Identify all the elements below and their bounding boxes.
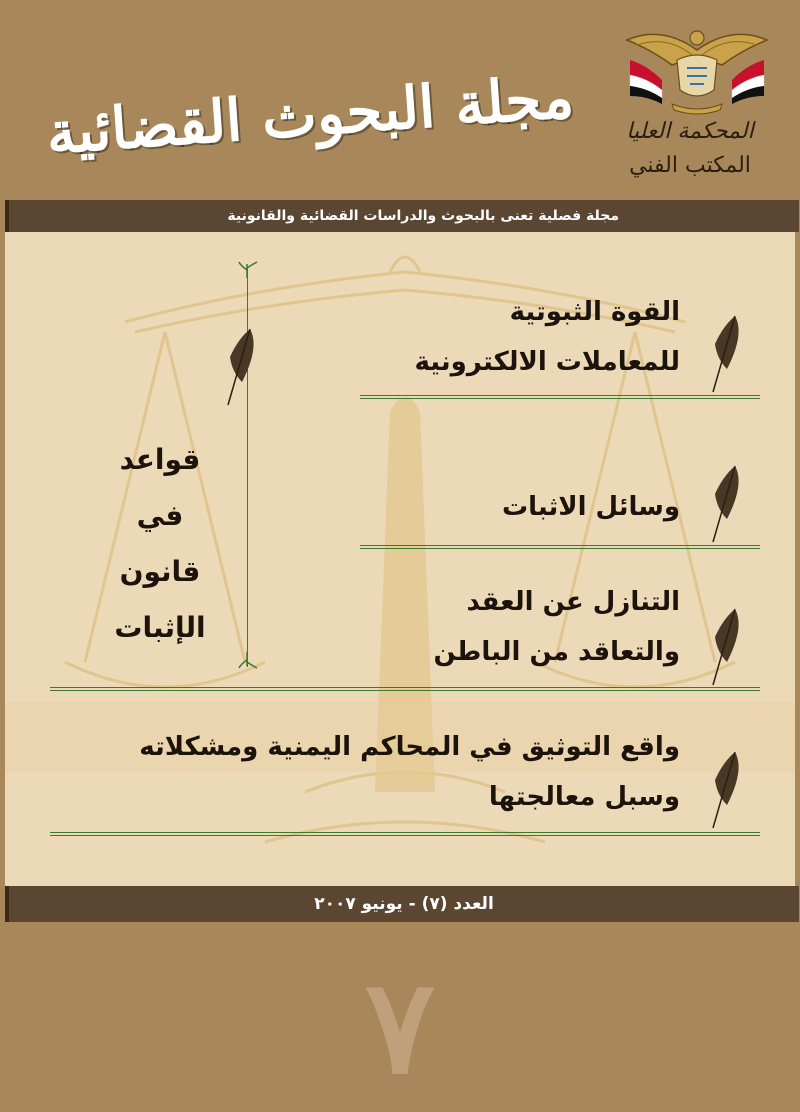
article-title-line: القوة الثبوتية <box>509 297 680 327</box>
side-feature-line: في <box>136 499 184 532</box>
article-title-line: وسائل الاثبات <box>501 492 680 522</box>
magazine-title: مجلة البحوث القضائية <box>44 62 576 168</box>
side-feature-line: قواعد <box>119 443 201 476</box>
divider-rule <box>50 687 760 691</box>
contents-panel <box>5 232 795 886</box>
side-feature-line: الإثبات <box>114 611 206 644</box>
side-feature-title <box>105 432 215 656</box>
article-title-line: وسبل معالجتها <box>488 782 680 812</box>
article-title-line: والتعاقد من الباطن <box>433 637 680 667</box>
quill-icon <box>705 314 745 394</box>
leaf-sprig-icon <box>237 650 263 670</box>
divider-rule <box>50 832 760 836</box>
article-title-line: واقع التوثيق في المحاكم اليمنية ومشكلاته <box>139 732 680 762</box>
article-title <box>139 722 680 822</box>
quill-icon <box>705 607 745 687</box>
divider-rule <box>360 395 760 399</box>
quill-icon <box>220 327 260 407</box>
cover-footer <box>0 922 800 1112</box>
divider-rule <box>360 545 760 549</box>
article-title <box>502 482 680 532</box>
issue-bar <box>5 886 799 922</box>
issue-number-large: ٧ <box>365 950 435 1103</box>
court-name: المحكمة العليا <box>626 119 754 144</box>
leaf-sprig-icon <box>237 260 263 280</box>
office-name: المكتب الفني <box>629 153 751 178</box>
article-title <box>414 287 680 387</box>
article-title-line: التنازل عن العقد <box>466 587 680 617</box>
cover-header <box>0 0 800 200</box>
tagline-bar <box>5 200 799 232</box>
side-feature-line: قانون <box>119 555 201 588</box>
tagline: مجلة فصلية تعنى بالبحوث والدراسات القضائية والقانونية <box>227 208 619 224</box>
quill-icon <box>705 750 745 830</box>
article-title-line: للمعاملات الالكترونية <box>414 347 680 377</box>
issue-line: العدد (٧) - يونيو ٢٠٠٧ <box>314 894 494 914</box>
yemen-eagle-emblem-icon <box>622 20 772 115</box>
article-title <box>434 577 680 677</box>
quill-icon <box>705 464 745 544</box>
